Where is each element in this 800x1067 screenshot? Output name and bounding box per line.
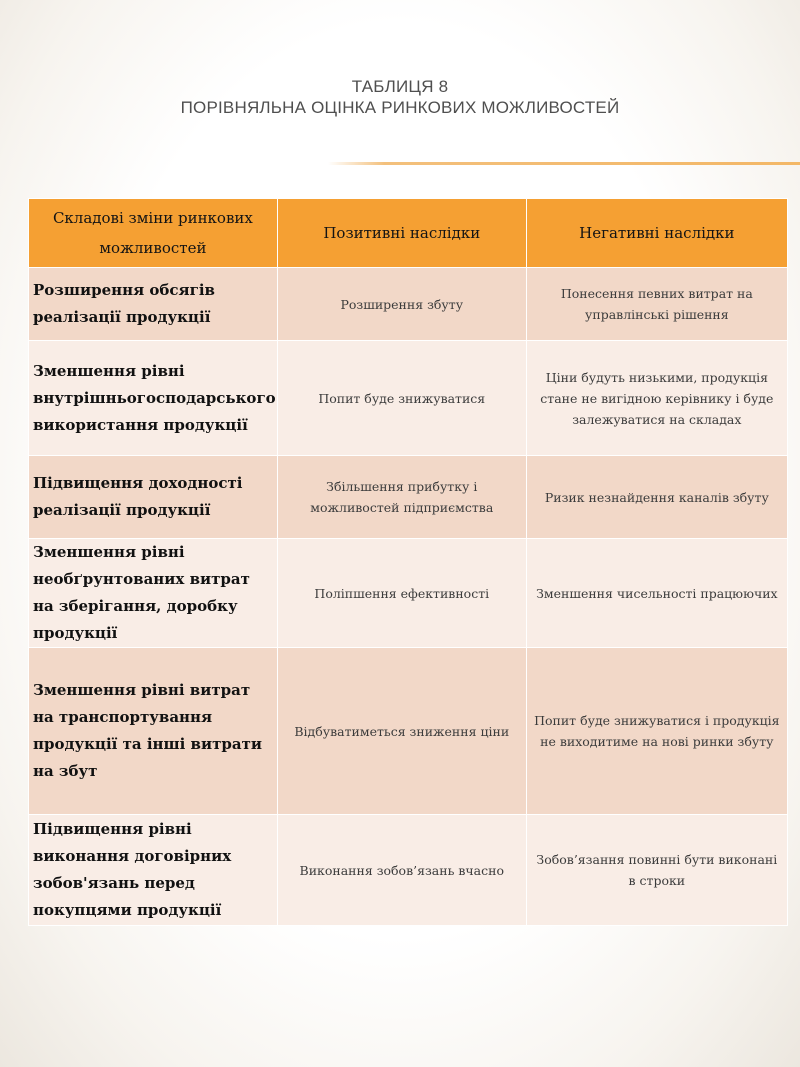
positive-cell: Поліпшення ефективності (277, 539, 526, 648)
table-row (29, 539, 788, 648)
negative-cell: Зобов’язання повинні бути виконані в строки (526, 815, 787, 926)
table-header-row (29, 199, 788, 268)
title-divider (328, 162, 800, 165)
table-row (29, 341, 788, 456)
title-line-2: ПОРІВНЯЛЬНА ОЦІНКА РИНКОВИХ МОЖЛИВОСТЕЙ (180, 98, 620, 117)
header-negative: Негативні наслідки (526, 199, 787, 268)
comparison-table (28, 198, 788, 926)
table-row (29, 648, 788, 815)
component-cell: Зменшення рівні необґрунтованих витрат на зберігання, доробку продукції (29, 539, 278, 648)
component-cell: Підвищення доходності реалізації продукції (29, 456, 278, 539)
negative-cell: Понесення певних витрат на управлінські рішення (526, 268, 787, 341)
component-cell: Зменшення рівні витрат на транспортування продукції та інші витрати на збут (29, 648, 278, 815)
table-row (29, 456, 788, 539)
positive-cell: Збільшення прибутку і можливостей підприємства (277, 456, 526, 539)
table-row (29, 815, 788, 926)
component-cell: Розширення обсягів реалізації продукції (29, 268, 278, 341)
component-cell: Зменшення рівні внутрішньогосподарського використання продукції (29, 341, 278, 456)
negative-cell: Попит буде знижуватися і продукція не виходитиме на нові ринки збуту (526, 648, 787, 815)
positive-cell: Попит буде знижуватися (277, 341, 526, 456)
slide-title (0, 76, 800, 118)
positive-cell: Розширення збуту (277, 268, 526, 341)
negative-cell: Зменшення чисельності працюючих (526, 539, 787, 648)
table-row (29, 268, 788, 341)
title-line-1: ТАБЛИЦЯ 8 (351, 77, 449, 96)
negative-cell: Ціни будуть низькими, продукція стане не вигідною керівнику і буде залежуватися на складах (526, 341, 787, 456)
negative-cell: Ризик незнайдення каналів збуту (526, 456, 787, 539)
header-positive: Позитивні наслідки (277, 199, 526, 268)
positive-cell: Відбуватиметься зниження ціни (277, 648, 526, 815)
positive-cell: Виконання зобов’язань вчасно (277, 815, 526, 926)
header-components: Складові зміни ринкових можливостей (29, 199, 278, 268)
component-cell: Підвищення рівні виконання договірних зобов'язань перед покупцями продукції (29, 815, 278, 926)
